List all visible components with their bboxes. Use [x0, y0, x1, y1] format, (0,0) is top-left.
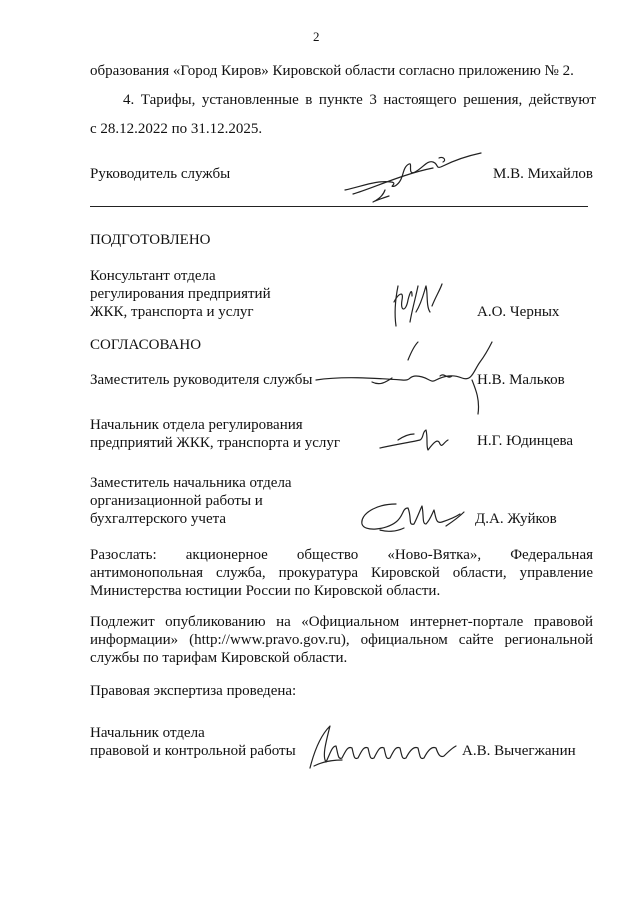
item-4-line: 4. Тарифы, установленные в пункте 3 настоящего решения, действуют [123, 92, 596, 108]
legal-review-name: А.В. Вычегжанин [462, 743, 576, 759]
prepared-signature-image [388, 282, 448, 332]
signer-position: Начальник отдела регулирования [90, 417, 303, 433]
prepared-name: А.О. Черных [477, 304, 560, 320]
signer-name: Д.А. Жуйков [475, 511, 557, 527]
legal-review-text: Правовая экспертиза проведена: [90, 683, 297, 699]
prepared-position: ЖКК, транспорта и услуг [90, 304, 254, 320]
head-signature-image [343, 150, 483, 210]
signer-position: Заместитель руководителя службы [90, 372, 313, 388]
distribution-line: антимонопольная служба, прокуратура Кировской области, управление [90, 565, 593, 581]
legal-review-signature-image [308, 722, 458, 772]
signer-position: бухгалтерского учета [90, 511, 227, 527]
publication-line: службы по тарифам Кировской области. [90, 650, 348, 666]
publication-line: информации» (http://www.pravo.gov.ru), официальном сайте региональной [90, 632, 593, 648]
signer-signature-image [356, 496, 466, 540]
distribution-line: Разослать: акционерное общество «Ново-Вятка», Федеральная [90, 547, 593, 563]
head-position: Руководитель службы [90, 166, 231, 182]
signer-signature-image [312, 340, 502, 420]
signer-name: Н.Г. Юдинцева [477, 433, 574, 449]
legal-review-position: правовой и контрольной работы [90, 743, 296, 759]
signer-name: Н.В. Мальков [477, 372, 565, 388]
item-4-line: с 28.12.2022 по 31.12.2025. [90, 121, 263, 137]
signer-signature-image [378, 422, 468, 462]
signature-divider [90, 206, 588, 207]
prepared-heading: ПОДГОТОВЛЕНО [90, 232, 211, 248]
signer-position: Заместитель начальника отдела [90, 475, 292, 491]
page-number: 2 [313, 29, 320, 44]
legal-review-position: Начальник отдела [90, 725, 205, 741]
signer-position: организационной работы и [90, 493, 263, 509]
head-name: М.В. Михайлов [493, 166, 594, 182]
agreed-heading: СОГЛАСОВАНО [90, 337, 202, 353]
prepared-position: регулирования предприятий [90, 286, 271, 302]
body-line: образования «Город Киров» Кировской области согласно приложению № 2. [90, 63, 574, 79]
signer-position: предприятий ЖКК, транспорта и услуг [90, 435, 341, 451]
prepared-position: Консультант отдела [90, 268, 216, 284]
distribution-line: Министерства юстиции России по Кировской области. [90, 583, 441, 599]
publication-line: Подлежит опубликованию на «Официальном интернет-портале правовой [90, 614, 593, 630]
